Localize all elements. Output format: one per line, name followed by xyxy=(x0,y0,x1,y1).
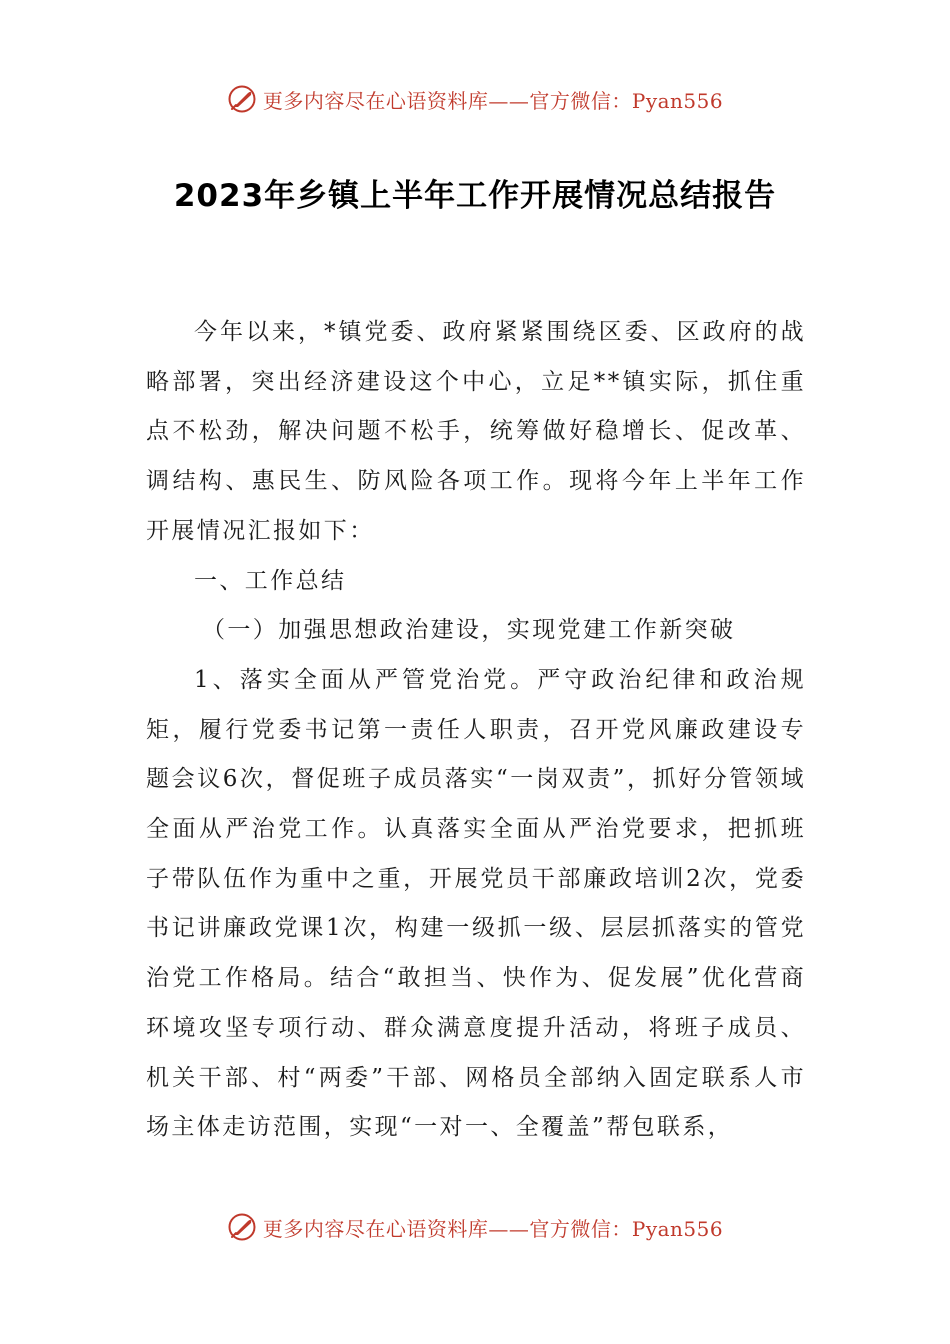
watermark-text: 更多内容尽在心语资料库——官方微信：Pyan556 xyxy=(262,1216,724,1241)
intro-paragraph: 今年以来，*镇党委、政府紧紧围绕区委、区政府的战略部署，突出经济建设这个中心，立足**镇实际，抓住重点不松劲，解决问题不松手，统筹做好稳增长、促改革、调结构、惠民生、防风险各项工作。现将今年上半年工作开展情况汇报如下： xyxy=(146,319,806,544)
quill-logo-icon xyxy=(227,1212,257,1242)
document-title: 2023年乡镇上半年工作开展情况总结报告 xyxy=(173,178,777,214)
document-body xyxy=(146,308,806,1153)
quill-logo-icon xyxy=(227,84,257,114)
watermark-footer xyxy=(0,1212,950,1242)
section-heading: 一、工作总结 xyxy=(194,567,347,594)
body-paragraph: 1、落实全面从严管党治党。严守政治纪律和政治规矩，履行党委书记第一责任人职责，召开党风廉政建设专题会议6次，督促班子成员落实“一岗双责”，抓好分管领域全面从严治党工作。认真落实全面从严治党要求，把抓班子带队伍作为重中之重，开展党员干部廉政培训2次，党委书记讲廉政党课1次，构建一级抓一级、层层抓落实的管党治党工作格局。结合“敢担当、快作为、促发展”优化营商环境攻坚专项行动、群众满意度提升活动，将班子成员、机关干部、村“两委”干部、网格员全部纳入固定联系人市场主体走访范围，实现“一对一、全覆盖”帮包联系， xyxy=(146,666,806,1141)
subsection-heading: （一）加强思想政治建设，实现党建工作新突破 xyxy=(202,617,736,644)
watermark-header xyxy=(0,84,950,114)
watermark-text: 更多内容尽在心语资料库——官方微信：Pyan556 xyxy=(262,88,724,113)
